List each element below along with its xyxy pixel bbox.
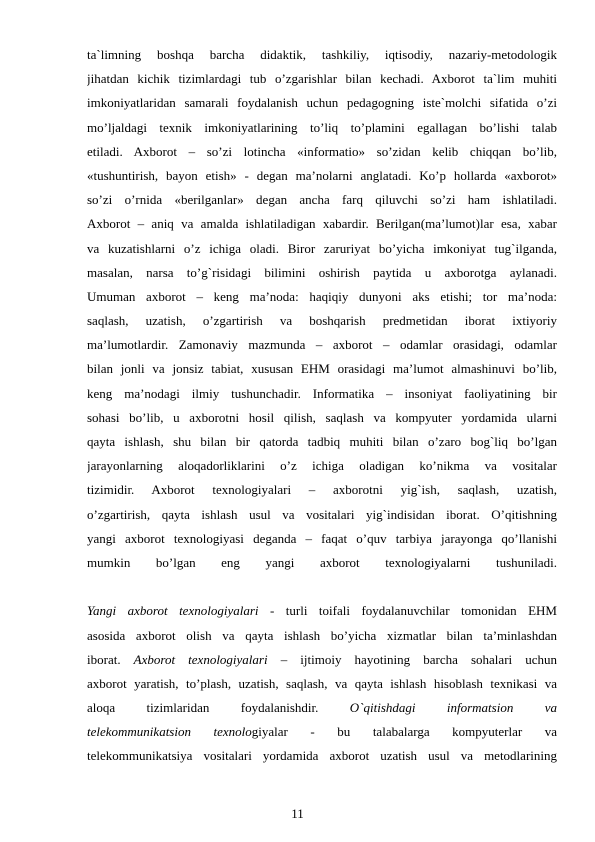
italic-term: Yangi axborot texnologiyalari	[87, 603, 259, 619]
text-line: o’zgartirish, qayta ishlash usul va vositalari yig`indisidan iborat. O’qitishning	[87, 506, 557, 522]
text-line: qayta ishlash, shu bilan bir qatorda tadbiq muhiti bilan o’zaro bog`liq bo’lgan	[87, 434, 557, 449]
text-line: jarayonlarning aloqadorliklarini o’z ichiga oladigan ko’nikma va vositalar	[87, 458, 557, 474]
text-line: sohasi bo’lib, u axborotni hosil qilish, saqlash va kompyuter yordamida ularni	[87, 409, 557, 425]
text-line: mo’ljaldagi texnik imkoniyatlarining to’liq to’plamini egallagan bo’lishi talab	[87, 119, 557, 135]
italic-term: O`qitishdagi informatsion va	[349, 700, 557, 716]
text-line: yangi axborot texnologiyasi deganda – faqat o’quv tarbiya jarayonga qo’llanishi	[87, 530, 557, 546]
text-run: iborat.	[87, 651, 134, 667]
document-page	[87, 43, 557, 769]
text-line: Umuman axborot – keng ma’noda: haqiqiy dunyoni aks etishi; tor ma’noda:	[87, 288, 557, 304]
paragraph-gap	[87, 575, 557, 599]
text-line: bilan jonli va jonsiz tabiat, xususan EHM orasidagi ma’lumot almashinuvi bo’lib,	[87, 361, 557, 377]
text-line	[87, 648, 557, 672]
text-line: ma’lumotlardir. Zamonaviy mazmunda – axborot – odamlar orasidagi, odamlar	[87, 337, 557, 353]
text-line: etiladi. Axborot – so’zi lotincha «informatio» so’zidan kelib chiqqan bo’lib,	[87, 143, 557, 159]
text-line: saqlash, uzatish, o’zgartirish va boshqarish predmetidan iborat ixtiyoriy	[87, 313, 557, 329]
text-line	[87, 696, 557, 720]
italic-term: Axborot texnologiyalari	[133, 651, 268, 667]
text-line: axborot yaratish, to’plash, uzatish, saqlash, va qayta ishlash hisoblash texnikasi va	[87, 675, 557, 691]
text-line: keng ma’nodagi ilmiy tushunchadir. Informatika – insoniyat faoliyatining bir	[87, 385, 557, 401]
text-run: - turli toifali foydalanuvchilar tomonidan EHM	[258, 603, 557, 619]
text-line: mumkin bo’lgan eng yangi axborot texnologiyalarni tushuniladi.	[87, 554, 557, 570]
text-line: Axborot – aniq va amalda ishlatiladigan xabardir. Berilgan(ma’lumot)lar esa, xabar	[87, 216, 557, 232]
page-number: 11	[291, 806, 304, 821]
italic-term: telekommunikatsion texnolo	[87, 724, 252, 740]
text-line: tizimidir. Axborot texnologiyalari – axborotni yig`ish, saqlash, uzatish,	[87, 482, 557, 498]
paragraph-2	[87, 599, 557, 768]
text-line: telekommunikatsiya vositalari yordamida axborot uzatish usul va metodlarining	[87, 748, 557, 764]
text-run: – ijtimoiy hayotining barcha sohalari uchun	[267, 651, 557, 667]
text-line: imkoniyatlaridan samarali foydalanish uchun pedagogning iste`molchi sifatida o’zi	[87, 95, 557, 111]
text-line	[87, 599, 557, 623]
text-line: ta`limning boshqa barcha didaktik, tashkiliy, iqtisodiy, nazariy-metodologik	[87, 47, 557, 62]
paragraph-1	[87, 43, 557, 575]
text-line: «tushuntirish, bayon etish» - degan ma’nolarni anglatadi. Ko’p hollarda «axborot»	[87, 167, 557, 183]
text-line: masalan, narsa to’g`risidagi bilimini oshirish paytida u axborotga aylanadi.	[87, 264, 557, 280]
text-line	[87, 720, 557, 744]
text-run: giyalar - bu talabalarga kompyuterlar va	[251, 724, 557, 740]
text-line: va kuzatishlarni o’z ichiga oladi. Biror zaruriyat bo’yicha imkoniyat tug`ilganda,	[87, 240, 557, 256]
text-line: so’zi o’rnida «berilganlar» degan ancha farq qiluvchi so’zi ham ishlatiladi.	[87, 192, 557, 208]
text-line: asosida axborot olish va qayta ishlash bo’yicha xizmatlar bilan ta’minlashdan	[87, 627, 557, 643]
text-run: aloqa tizimlaridan foydalanishdir.	[87, 700, 350, 716]
text-line: jihatdan kichik tizimlardagi tub o’zgarishlar bilan kechadi. Axborot ta`lim muhiti	[87, 71, 557, 87]
